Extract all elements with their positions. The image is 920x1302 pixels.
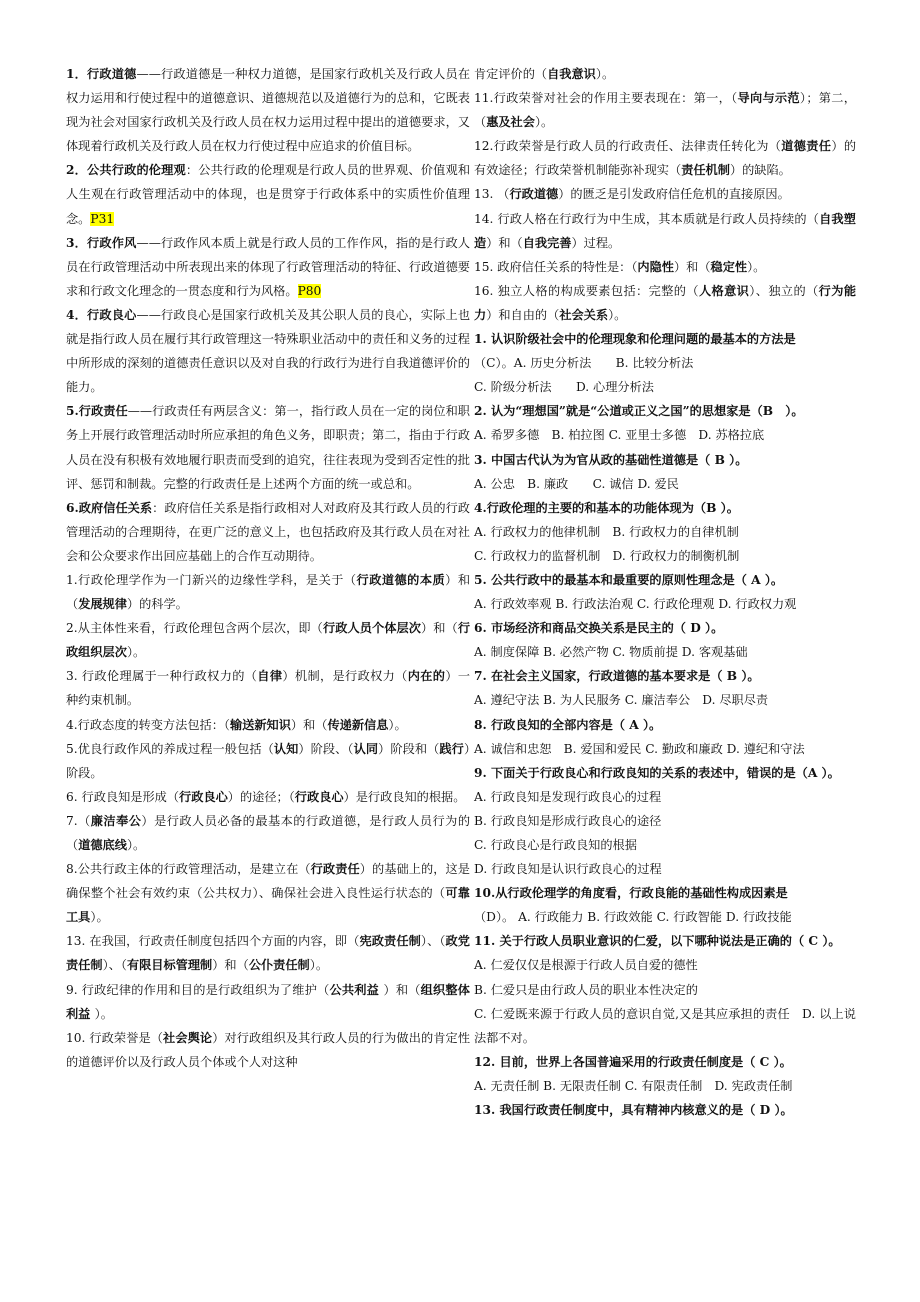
fill-3: 3. 行政伦理属于一种行政权力的（自律）机制，是行政权力（内在的）一种约束机制。 <box>66 669 471 708</box>
choice-question-8: 8. 行政良知的全部内容是（ A ）。 <box>474 717 662 732</box>
fill-16: 16. 独立人格的构成要素包括：完整的（人格意识）、独立的（行为能力）和自由的（社会关系）。 <box>474 283 857 322</box>
fill-13-left: 13. 在我国，行政责任制度包括四个方面的内容，即（宪政责任制）、（政党责任制）、（有限目标管理制）和（公仆责任制）。 <box>66 934 470 973</box>
choice-options-9d: D. 行政良知是认识行政良心的过程 <box>474 862 662 877</box>
term-6: 6.政府信任关系：政府信任关系是指行政相对人对政府及其行政人员的行政管理活动的合理期待，在更广泛的意义上，也包括政府及其行政人员在对社会和公众要求作出回应基础上的合作互动期待。 <box>66 500 470 563</box>
term-2: 2．公共行政的伦理观：公共行政的伦理观是行政人员的世界观、价值观和人生观在行政管理活动中的体现，也是贯穿于行政体系中的实质性价值理念。P31 <box>66 163 471 226</box>
term-5: 5.行政责任——行政责任有两层含义：第一，指行政人员在一定的岗位和职务上开展行政管理活动时所应承担的角色义务，即职责；第二，指由于行政人员在没有积极有效地履行职责而受到的追究，往往表现为受到否定性的批评、惩罚和制裁。完整的行政责任是上述两个方面的统一或总和。 <box>66 404 470 491</box>
choice-question-7: 7. 在社会主义国家，行政道德的基本要求是（ B ）。 <box>474 669 760 684</box>
fill-4: 4.行政态度的转变方法包括：（输送新知识）和（传递新信息）。 <box>66 717 407 732</box>
fill-13: 13. （行政道德）的匮乏是引发政府信任危机的直接原因。 <box>474 187 790 202</box>
choice-question-13: 13. 我国行政责任制度中，具有精神内核意义的是（ D ）。 <box>474 1103 793 1118</box>
choice-question-6: 6. 市场经济和商品交换关系是民主的（ D ）。 <box>474 621 724 636</box>
choice-options-4b: C. 行政权力的监督机制 D. 行政权力的制衡机制 <box>474 548 740 563</box>
choice-options-11c: C. 仁爱既来源于行政人员的意识自觉,又是其应承担的责任 D. 以上说法都不对。 <box>474 1006 856 1045</box>
fill-6: 6. 行政良知是形成（行政良心）的途径；（行政良心）是行政良知的根据。 <box>66 789 466 804</box>
fill-15: 15. 政府信任关系的特性是：（内隐性）和（稳定性）。 <box>474 259 766 274</box>
fill-8: 8.公共行政主体的行政管理活动，是建立在（行政责任）的基础上的，这是确保整个社会有效约束（公共权力）、确保社会进入良性运行状态的（可靠工具）。 <box>66 862 470 925</box>
choice-options-8: A. 诚信和忠恕 B. 爱国和爱民 C. 勤政和廉政 D. 遵纪和守法 <box>474 741 805 756</box>
fill-10: 10. 行政荣誉是（社会舆论）对行政组织及其行政人员的行为做出的肯定性的道德评价以及行政人员个体或个人对这种 <box>66 1030 471 1069</box>
choice-options-9c: C. 行政良心是行政良知的根据 <box>474 838 637 852</box>
fill-7: 7.（廉洁奉公）是行政人员必备的最基本的行政道德，是行政人员行为的（道德底线）。 <box>66 813 471 852</box>
fill-11: 11.行政荣誉对社会的作用主要表现在：第一，（导向与示范）；第二，（惠及社会）。 <box>474 91 856 130</box>
choice-options-11b: B. 仁爱只是由行政人员的职业本性决定的 <box>474 982 698 997</box>
choice-question-9: 9. 下面关于行政良心和行政良知的关系的表述中，错误的是（A ）。 <box>474 765 840 780</box>
fill-2: 2.从主体性来看，行政伦理包含两个层次，即（行政人员个体层次）和（行政组织层次）。 <box>66 621 471 660</box>
term-3: 3．行政作风——行政作风本质上就是行政人员的工作作风，指的是行政人员在行政管理活动中所表现出来的体现了行政管理活动的特征、行政道德要求和行政文化理念的一贯态度和行为风格。P80 <box>66 235 471 298</box>
term-1: 1．行政道德——行政道德是一种权力道德，是国家行政机关及行政人员在权力运用和行使过程中的道德意识、道德规范以及道德行为的总和，它既表现为社会对国家行政机关及行政人员在权力运用过程中提出的道德要求，又体现着行政机关及行政人员在权力行使过程中应追求的价值目标。 <box>66 67 471 154</box>
choice-options-12: A. 无责任制 B. 无限责任制 C. 有限责任制 D. 宪政责任制 <box>474 1078 793 1093</box>
page-ref-highlight: P31 <box>90 211 115 226</box>
fill-5: 5.优良行政作风的养成过程一般包括（认知）阶段、（认同）阶段和（践行）阶段。 <box>66 741 471 780</box>
choice-options-1b: C. 阶级分析法 D. 心理分析法 <box>474 380 654 395</box>
choice-question-2: 2. 认为“理想国”就是“公道或正义之国”的思想家是（B ）。 <box>474 404 804 419</box>
term-4: 4．行政良心——行政良心是国家行政机关及其公职人员的良心，实际上也就是指行政人员在履行其行政管理这一特殊职业活动中的责任和义务的过程中所形成的深刻的道德责任意识以及对自我的行政行为进行自我道德评价的能力。 <box>66 307 471 395</box>
left-column <box>66 62 470 1074</box>
choice-options-7: A. 遵纪守法 B. 为人民服务 C. 廉洁奉公 D. 尽职尽责 <box>474 693 769 708</box>
choice-question-4: 4.行政伦理的主要的和基本的功能体现为（B ）。 <box>474 500 739 515</box>
right-column <box>474 62 856 1122</box>
choice-options-9a: A. 行政良知是发现行政良心的过程 <box>474 789 662 804</box>
choice-options-11a: A. 仁爱仅仅是根源于行政人员自爱的德性 <box>474 958 698 973</box>
choice-question-12: 12. 目前，世界上各国普遍采用的行政责任制度是（ C ）。 <box>474 1054 792 1069</box>
choice-options-6: A. 制度保障 B. 必然产物 C. 物质前提 D. 客观基础 <box>474 645 748 660</box>
choice-options-1a: （C）。A. 历史分析法 B. 比较分析法 <box>474 356 694 371</box>
fill-14: 14. 行政人格在行政行为中生成，其本质就是行政人员持续的（自我塑造）和（自我完善）过程。 <box>474 211 856 250</box>
fill-9: 9. 行政纪律的作用和目的是行政组织为了维护（公共利益 ）和（组织整体利益 ）。 <box>66 982 470 1021</box>
choice-options-3: A. 公忠 B. 廉政 C. 诚信 D. 爱民 <box>474 476 679 491</box>
choice-question-10: 10.从行政伦理学的角度看，行政良能的基础性构成因素是 <box>474 886 788 901</box>
choice-question-11: 11. 关于行政人员职业意识的仁爱，以下哪种说法是正确的（ C ）。 <box>474 934 841 949</box>
choice-options-2: A. 希罗多德 B. 柏拉图 C. 亚里士多德 D. 苏格拉底 <box>474 428 765 443</box>
fill-10-cont: 肯定评价的（自我意识）。 <box>474 67 615 81</box>
choice-options-5: A. 行政效率观 B. 行政法治观 C. 行政伦理观 D. 行政权力观 <box>474 597 797 612</box>
choice-question-5: 5. 公共行政中的最基本和最重要的原则性理念是（ A ）。 <box>474 572 784 587</box>
choice-options-10: （D）。 A. 行政能力 B. 行政效能 C. 行政智能 D. 行政技能 <box>474 910 792 925</box>
choice-options-4a: A. 行政权力的他律机制 B. 行政权力的自律机制 <box>474 524 739 539</box>
choice-options-9b: B. 行政良知是形成行政良心的途径 <box>474 813 662 828</box>
choice-question-3: 3. 中国古代认为为官从政的基础性道德是（ B ）。 <box>474 452 748 467</box>
fill-1: 1.行政伦理学作为一门新兴的边缘性学科，是关于（行政道德的本质）和（发展规律）的科学。 <box>66 572 471 612</box>
fill-12: 12.行政荣誉是行政人员的行政责任、法律责任转化为（道德责任）的有效途径；行政荣誉机制能弥补现实（责任机制）的缺陷。 <box>474 139 857 178</box>
page-ref-highlight: P80 <box>297 283 322 298</box>
choice-question-1: 1. 认识阶级社会中的伦理现象和伦理问题的最基本的方法是 <box>474 332 796 347</box>
